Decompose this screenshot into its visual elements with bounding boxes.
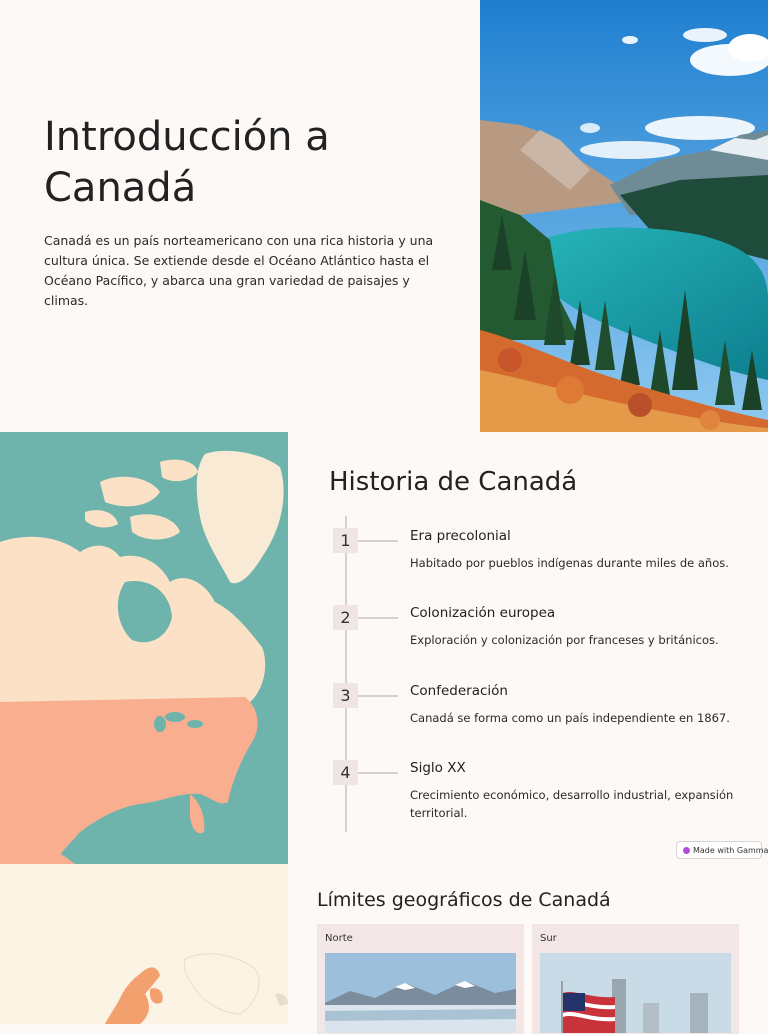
- timeline-step-number: 2: [333, 605, 358, 630]
- us-flag-city-photo: [540, 953, 731, 1033]
- timeline-step-heading: Colonización europea: [410, 605, 556, 621]
- geographic-limits-title: Límites geográficos de Canadá: [317, 889, 611, 911]
- gamma-logo-icon: [683, 847, 690, 854]
- timeline-connector: [358, 617, 398, 619]
- timeline-step-description: Canadá se forma como un país independiente en 1867.: [410, 711, 730, 725]
- lake-landscape-photo: [480, 0, 768, 432]
- made-with-gamma-badge[interactable]: [676, 841, 768, 859]
- timeline-step-heading: Era precolonial: [410, 528, 511, 544]
- timeline-step-description: Crecimiento económico, desarrollo industrial, expansión territorial.: [410, 788, 734, 820]
- timeline-connector: [358, 695, 398, 697]
- timeline-step-heading: Siglo XX: [410, 760, 466, 776]
- timeline-step-number: 3: [333, 683, 358, 708]
- history-title: Historia de Canadá: [329, 467, 578, 497]
- timeline-step-description: Habitado por pueblos indígenas durante miles de años.: [410, 556, 729, 570]
- card-label: Sur: [540, 933, 557, 944]
- timeline-step-number: 4: [333, 760, 358, 785]
- card-label: Norte: [325, 933, 353, 944]
- intro-title: Introducción a Canadá: [44, 114, 330, 211]
- intro-paragraph: Canadá es un país norteamericano con una rica historia y una cultura única. Se extiende desde el Océano Atlántico hasta el Océano Pacífico, y abarca una gran variedad de paisajes y climas.: [44, 233, 434, 308]
- timeline-connector: [358, 540, 398, 542]
- north-america-map-image: [0, 432, 288, 864]
- timeline-step-description: Exploración y colonización por franceses y británicos.: [410, 633, 719, 647]
- badge-label: Made with Gamma: [693, 846, 768, 855]
- timeline-step-number: 1: [333, 528, 358, 553]
- glacier-mountains-photo: [325, 953, 516, 1033]
- timeline-step-heading: Confederación: [410, 683, 508, 699]
- limit-card-north: [317, 924, 524, 1034]
- timeline-connector: [358, 772, 398, 774]
- canada-map-image: [0, 864, 288, 1024]
- limit-card-south: [532, 924, 739, 1034]
